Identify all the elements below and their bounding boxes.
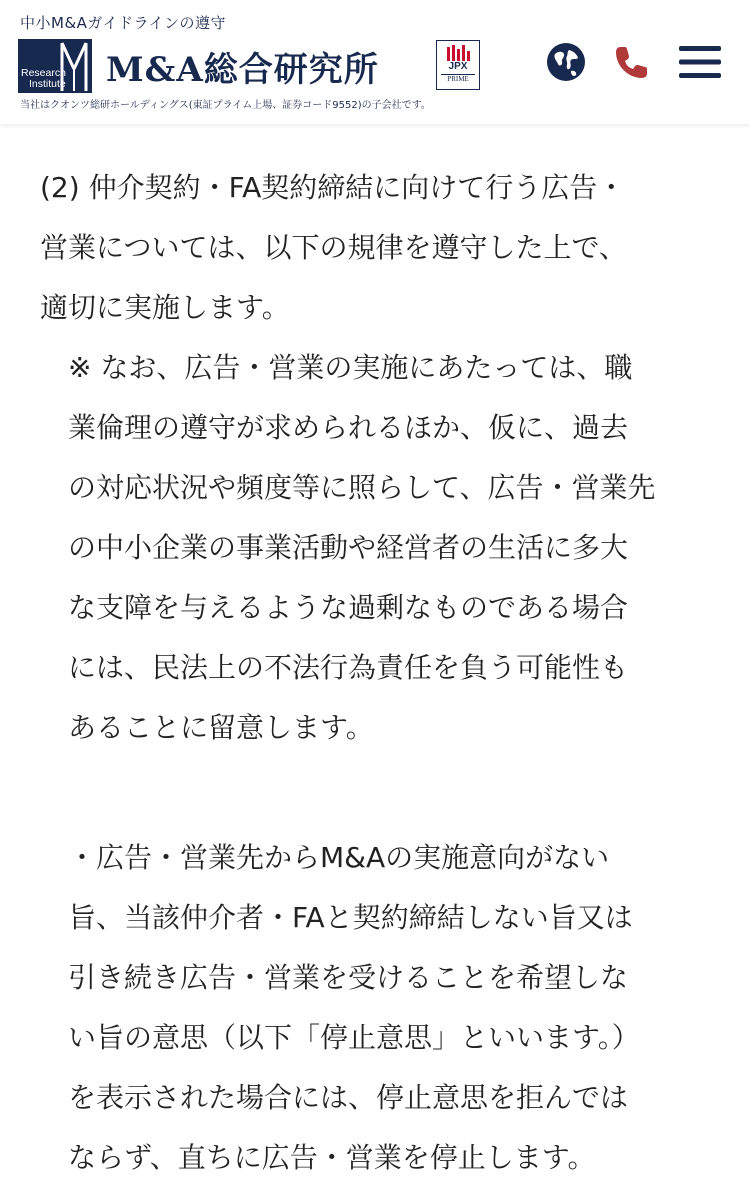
phone-icon [612, 42, 652, 82]
guideline-bullet [68, 828, 722, 1188]
guideline-note [68, 338, 722, 758]
jpx-prime-badge [436, 40, 480, 90]
guideline-bullet-line: ・広告・営業先からM&Aの実施意向がない [68, 841, 610, 874]
guideline-item-2-line: (2) 仲介契約・FA契約締結に向けて行う広告・ [40, 171, 626, 204]
guideline-item-2 [40, 158, 722, 338]
guideline-note-line: あることに留意します。 [68, 711, 374, 744]
guideline-item-2-line: 適切に実施します。 [40, 291, 290, 324]
guideline-bullet-line: 引き続き広告・営業を受けることを希望しな [68, 961, 629, 994]
phone-button[interactable] [610, 40, 654, 84]
logo-mark-text-line2: Institute [29, 78, 66, 90]
guideline-note-line: ※ なお、広告・営業の実施にあたっては、職 [68, 351, 633, 384]
guideline-bullet-line: い旨の意思（以下「停止意思」といいます。） [68, 1021, 640, 1054]
guideline-note-line: 業倫理の遵守が求められるほか、仮に、過去 [68, 411, 629, 444]
logo-mark [18, 39, 92, 93]
hamburger-menu-button[interactable] [678, 40, 722, 84]
subsidiary-note: 当社はクオンツ総研ホールディングス(東証プライム上場、証券コード9552)の子会社です。 [20, 100, 431, 111]
logo-mark-text [21, 68, 66, 90]
site-logo-link[interactable] [18, 38, 379, 94]
guideline-bullet-line: を表示された場合には、停止意思を拒んでは [68, 1081, 629, 1114]
guideline-bullet-line: 旨、当該仲介者・FAと契約締結しない旨又は [68, 901, 633, 934]
hamburger-menu-icon [679, 44, 721, 80]
site-header [0, 0, 750, 124]
guideline-note-line: な支障を与えるような過剰なものである場合 [68, 591, 629, 624]
header-tagline: 中小M&Aガイドラインの遵守 [20, 14, 227, 32]
language-button[interactable] [544, 40, 588, 84]
guideline-note-line: には、民法上の不法行為責任を負う可能性も [68, 651, 629, 684]
globe-icon [546, 42, 586, 82]
logo-mark-text-line1: Research [21, 67, 66, 79]
jpx-sub-label: PRIME [441, 74, 475, 84]
guideline-item-2-line: 営業については、以下の規律を遵守した上で、 [40, 231, 627, 264]
jpx-bars-icon [437, 45, 479, 61]
guideline-note-line: の対応状況や頻度等に照らして、広告・営業先 [68, 471, 656, 504]
guideline-note-line: の中小企業の事業活動や経営者の生活に多大 [68, 531, 629, 564]
guideline-bullet-line: ならず、直ちに広告・営業を停止します。 [68, 1141, 596, 1174]
guideline-content [0, 124, 750, 1200]
jpx-label: JPX [448, 61, 468, 72]
brand-name: M&A総合研究所 [106, 49, 379, 90]
